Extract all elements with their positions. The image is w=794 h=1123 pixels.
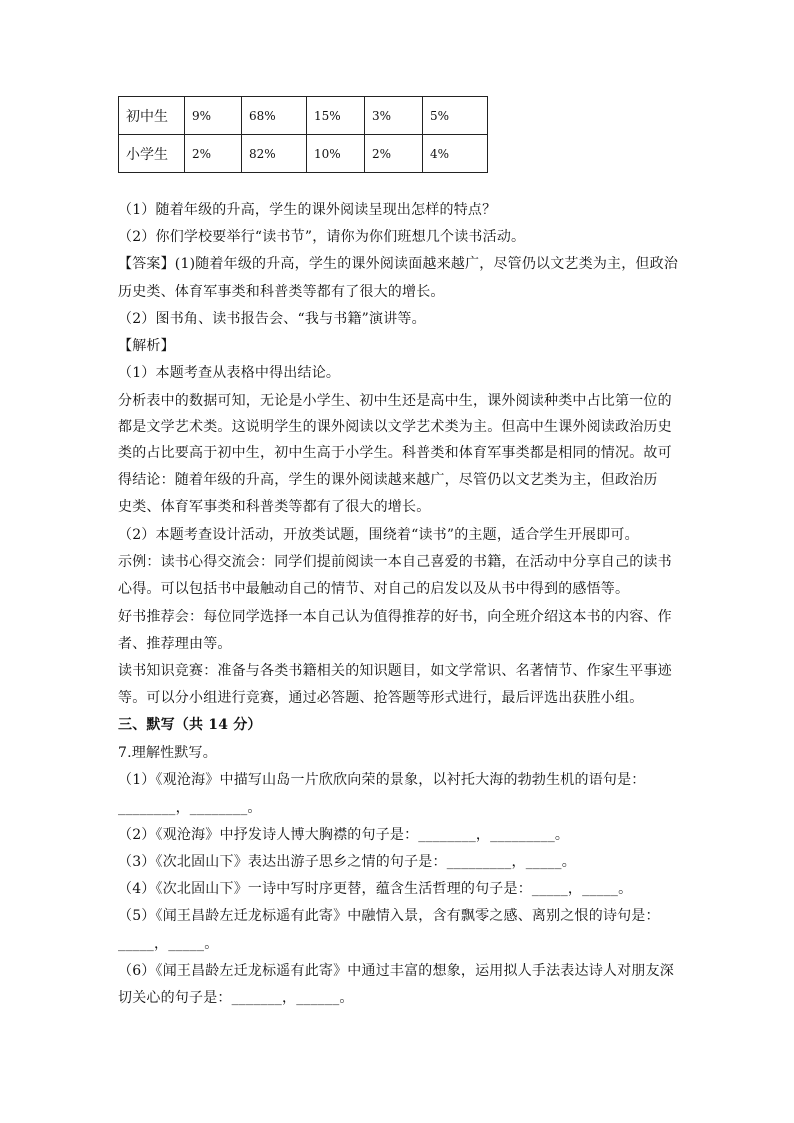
analysis-line: 得结论：随着年级的升高，学生的课外阅读越来越广，尽管仍以文艺类为主，但政治历 bbox=[118, 472, 658, 488]
analysis-line: 示例：读书心得交流会：同学们提前阅读一本自己喜爱的书籍，在活动中分享自己的读书 bbox=[118, 554, 672, 570]
section-heading: 三、默写（共 14 分） bbox=[118, 717, 262, 733]
reading-survey-table bbox=[118, 96, 488, 173]
analysis-line: （1）本题考查从表格中得出结论。 bbox=[118, 365, 341, 381]
dictation-item: 切关心的句子是：_______，______。 bbox=[118, 990, 354, 1006]
dictation-item: （1）《观沧海》中描写山岛一片欣欣向荣的景象，以衬托大海的勃勃生机的语句是： bbox=[118, 772, 646, 788]
table-row bbox=[119, 135, 488, 173]
blank-line: ________，________。 bbox=[118, 800, 262, 816]
analysis-line: 读书知识竞赛：准备与各类书籍相关的知识题目，如文学常识、名著情节、作家生平事迹 bbox=[118, 663, 672, 679]
table-cell: 15% bbox=[307, 97, 365, 135]
table-cell: 4% bbox=[423, 135, 488, 173]
analysis-line: 等。可以分小组进行竞赛，通过必答题、抢答题等形式进行，最后评选出获胜小组。 bbox=[118, 690, 644, 706]
answer-line: 【答案】(1)随着年级的升高，学生的课外阅读面越来越广，尽管仍以文艺类为主，但政治 bbox=[118, 256, 679, 272]
blank-line: _____，_____。 bbox=[118, 936, 219, 952]
table-cell: 3% bbox=[365, 97, 423, 135]
table-cell: 小学生 bbox=[119, 135, 185, 173]
table-cell: 9% bbox=[185, 97, 242, 135]
table-cell: 5% bbox=[423, 97, 488, 135]
analysis-line: 都是文学艺术类。这说明学生的课外阅读以文学艺术类为主。但高中生课外阅读政治历史 bbox=[118, 419, 672, 435]
table-row bbox=[119, 97, 488, 135]
analysis-line: 心得。可以包括书中最触动自己的情节、对自己的启发以及从书中得到的感悟等。 bbox=[118, 581, 630, 597]
question-heading: 7.理解性默写。 bbox=[118, 745, 217, 761]
dictation-item: （2）《观沧海》中抒发诗人博大胸襟的句子是：________，_________。 bbox=[118, 827, 570, 843]
analysis-line: 类的占比要高于初中生，初中生高于小学生。科普类和体育军事类都是相同的情况。故可 bbox=[118, 445, 672, 461]
table-cell: 2% bbox=[365, 135, 423, 173]
dictation-item: （5）《闻王昌龄左迁龙标遥有此寄》中融情入景，含有飘零之感、离别之恨的诗句是： bbox=[118, 908, 660, 924]
table-cell: 2% bbox=[185, 135, 242, 173]
table-cell: 10% bbox=[307, 135, 365, 173]
analysis-heading: 【解析】 bbox=[118, 338, 175, 354]
analysis-line: （2）本题考查设计活动，开放类试题，围绕着“读书”的主题，适合学生开展即可。 bbox=[118, 527, 639, 543]
answer-line: 历史类、体育军事类和科普类等都有了很大的增长。 bbox=[118, 284, 445, 300]
analysis-line: 好书推荐会：每位同学选择一本自己认为值得推荐的好书，向全班介绍这本书的内容、作 bbox=[118, 609, 672, 625]
table-cell: 82% bbox=[242, 135, 307, 173]
answer-line: （2）图书角、读书报告会、“我与书籍”演讲等。 bbox=[118, 311, 426, 327]
table-cell: 初中生 bbox=[119, 97, 185, 135]
dictation-item: （3）《次北固山下》表达出游子思乡之情的句子是：_________，_____。 bbox=[118, 854, 576, 870]
question-1: （1）随着年级的升高，学生的课外阅读呈现出怎样的特点？ bbox=[118, 202, 497, 218]
dictation-item: （6）《闻王昌龄左迁龙标遥有此寄》中通过丰富的想象，运用拟人手法表达诗人对朋友深 bbox=[118, 963, 674, 979]
analysis-line: 者、推荐理由等。 bbox=[118, 636, 232, 652]
analysis-line: 史类、体育军事类和科普类等都有了很大的增长。 bbox=[118, 499, 431, 515]
table-cell: 68% bbox=[242, 97, 307, 135]
analysis-line: 分析表中的数据可知，无论是小学生、初中生还是高中生，课外阅读种类中占比第一位的 bbox=[118, 393, 672, 409]
question-2: （2）你们学校要举行“读书节”，请你为你们班想几个读书活动。 bbox=[118, 229, 526, 245]
dictation-item: （4）《次北固山下》一诗中写时序更替，蕴含生活哲理的句子是：_____，_____。 bbox=[118, 881, 633, 897]
